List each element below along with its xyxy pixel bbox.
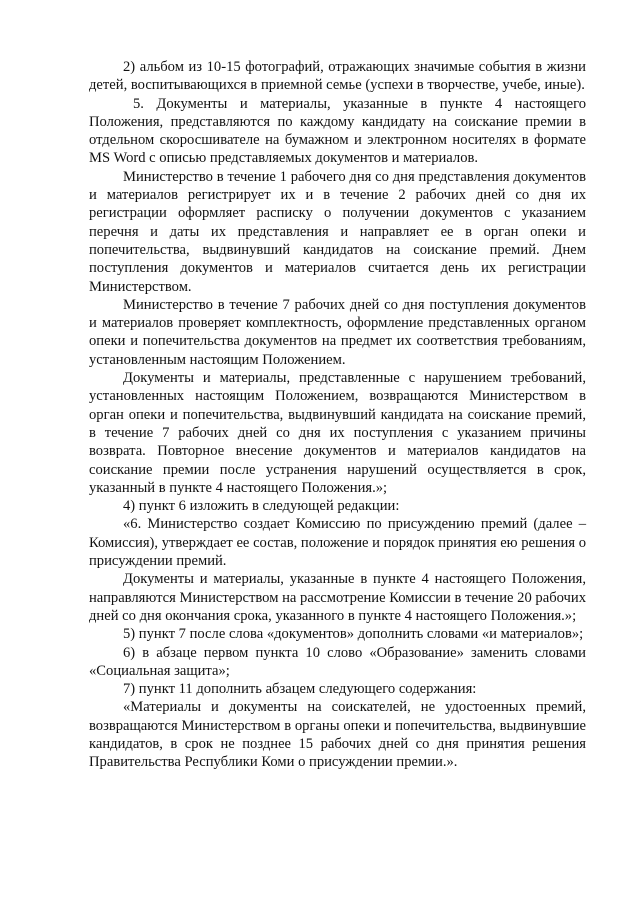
paragraph-commission-review: Документы и материалы, указанные в пункте 4 настоящего Положения, направляются Министерством на рассмотрение Комиссии в течение 20 рабочих дней со дня окончания срока, указанного в пункте 4 настоящего Положения.»; [89, 571, 586, 624]
paragraph-amend-item-11: 7) пункт 11 дополнить абзацем следующего содержания: [123, 681, 477, 698]
paragraph-album: 2) альбом из 10-15 фотографий, отражающих значимые события в жизни детей, воспитывающихся в приемной семье (успехи в творчестве, учебе, иные). [89, 59, 586, 94]
paragraph-return-materials: «Материалы и документы на соискателей, не удостоенных премий, возвращаются Министерством в органы опеки и попечительства, выдвинувшие кандидатов, в срок не позднее 15 рабочих дней со дня принятия решения Правительства Республики Коми о присуждении премии.». [89, 699, 586, 771]
paragraph-commission: «6. Министерство создает Комиссию по присуждению премий (далее – Комиссия), утверждает ее состав, положение и порядок принятия ею решения о присуждении премий. [89, 516, 586, 570]
paragraph-item-5: 5. Документы и материалы, указанные в пункте 4 настоящего Положения, представляются по каждому кандидату на соискание премии в отдельном скоросшивателе на бумажном и электронном носителях в формате MS Word с описью представляемых документов и материалов. [89, 95, 586, 167]
paragraph-amend-item-10: 6) в абзаце первом пункта 10 слово «Образование» заменить словами «Социальная защита»; [89, 644, 586, 679]
paragraph-amend-item-6: 4) пункт 6 изложить в следующей редакции: [123, 498, 400, 515]
paragraph-return-violations: Документы и материалы, представленные с нарушением требований, установленных настоящим Положением, возвращаются Министерством в орган опеки и попечительства, выдвинувший кандидата на соискание премий, в течение 7 рабочих дней со дня их поступления с указанием причины возврата. Повторное внесение документов и материалов кандидатов на соискание премии после устранения нарушений осуществляется в срок, указанный в пункте 4 настоящего Положения.»; [89, 370, 586, 496]
paragraph-completeness-check: Министерство в течение 7 рабочих дней со дня поступления документов и материалов проверяет комплектность, оформление представленных органом опеки и попечительства документов на предмет их соответствия требованиям, установленным настоящим Положением. [89, 296, 586, 368]
document-page [89, 58, 586, 772]
paragraph-registration: Министерство в течение 1 рабочего дня со дня представления документов и материалов регистрирует их и в течение 2 рабочих дней со дня их регистрации оформляет расписку о получении документов с указанием перечня и даты их представления и направляет ее в орган опеки и попечительства, выдвинувший кандидатов на соискание премий. Днем поступления документов и материалов считается день их регистрации Министерством. [89, 168, 586, 295]
paragraph-amend-item-7: 5) пункт 7 после слова «документов» дополнить словами «и материалов»; [123, 626, 584, 643]
